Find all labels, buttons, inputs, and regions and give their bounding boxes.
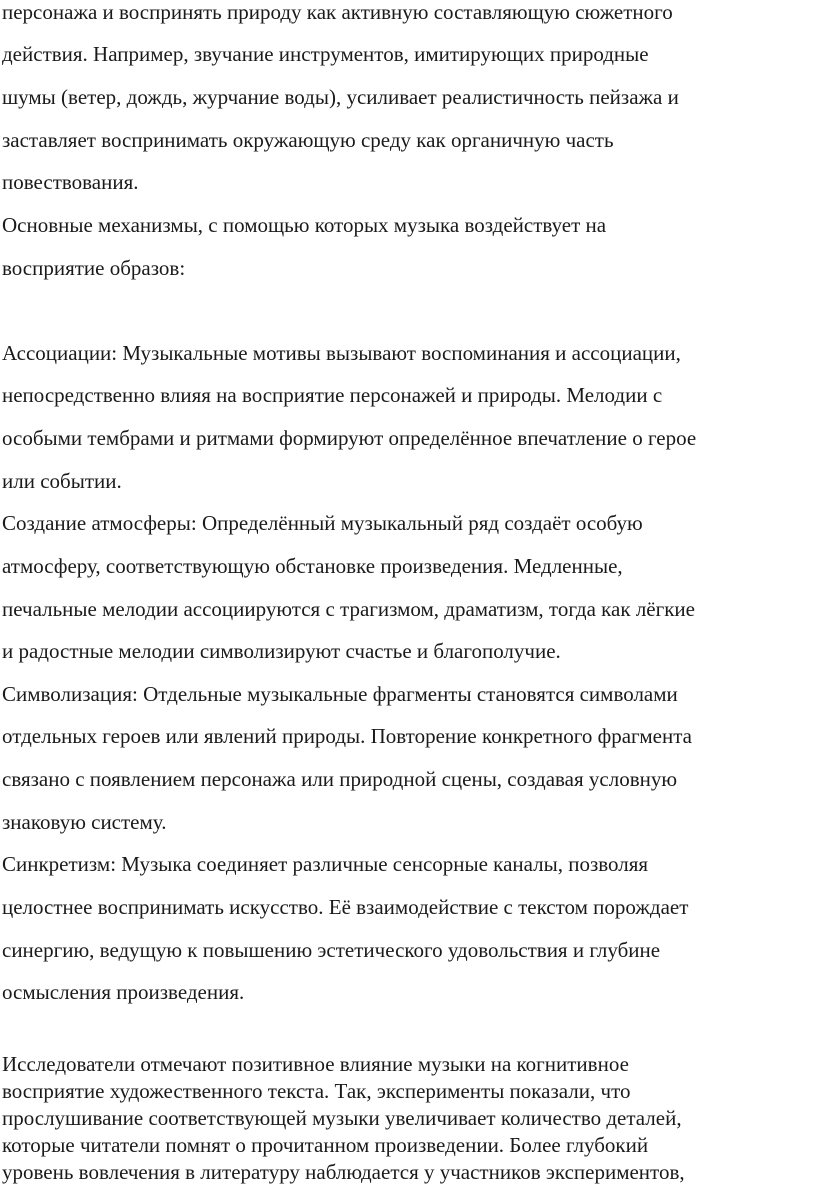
text-line: или событии.	[2, 469, 122, 493]
text-line: Создание атмосферы: Определённый музыкальный ряд создаёт особую	[2, 511, 643, 535]
text-line: Основные механизмы, с помощью которых музыка воздействует на	[2, 213, 607, 237]
text-line: знаковую систему.	[2, 810, 167, 834]
text-line: Ассоциации: Музыкальные мотивы вызывают воспоминания и ассоциации,	[2, 341, 681, 365]
text-line: персонажа и воспринять природу как активную составляющую сюжетного	[2, 0, 673, 24]
text-line: связано с появлением персонажа или природной сцены, создавая условную	[2, 767, 678, 791]
text-line: синергию, ведущую к повышению эстетического удовольствия и глубине	[2, 938, 661, 962]
text-line: заставляет воспринимать окружающую среду как органичную часть	[2, 128, 614, 152]
text-line: осмысления произведения.	[2, 980, 245, 1004]
text-line: восприятие образов:	[2, 256, 186, 280]
text-line: особыми тембрами и ритмами формируют определённое впечатление о герое	[2, 426, 697, 450]
text-line: уровень вовлечения в литературу наблюдается у участников экспериментов,	[2, 1160, 685, 1184]
text-line: Исследователи отмечают позитивное влияние музыки на когнитивное	[2, 1052, 629, 1076]
text-line: Синкретизм: Музыка соединяет различные сенсорные каналы, позволяя	[2, 852, 649, 876]
text-line: повествования.	[2, 170, 139, 194]
text-line: которые читатели помнят о прочитанном произведении. Более глубокий	[2, 1133, 649, 1157]
text-line: шумы (ветер, дождь, журчание воды), усиливает реалистичность пейзажа и	[2, 85, 679, 109]
text-line: прослушивание соответствующей музыки увеличивает количество деталей,	[2, 1106, 682, 1130]
text-line: непосредственно влияя на восприятие персонажей и природы. Мелодии с	[2, 383, 663, 407]
text-line: Символизация: Отдельные музыкальные фрагменты становятся символами	[2, 682, 678, 706]
text-line: атмосферу, соответствующую обстановке произведения. Медленные,	[2, 554, 623, 578]
text-line: целостнее воспринимать искусство. Её взаимодействие с текстом порождает	[2, 895, 689, 919]
text-line: и радостные мелодии символизируют счастье и благополучие.	[2, 639, 561, 663]
text-line: отдельных героев или явлений природы. Повторение конкретного фрагмента	[2, 724, 692, 748]
text-line: действия. Например, звучание инструментов, имитирующих природные	[2, 42, 649, 66]
text-line: восприятие художественного текста. Так, эксперименты показали, что	[2, 1079, 631, 1103]
text-line: печальные мелодии ассоциируются с трагизмом, драматизм, тогда как лёгкие	[2, 597, 695, 621]
